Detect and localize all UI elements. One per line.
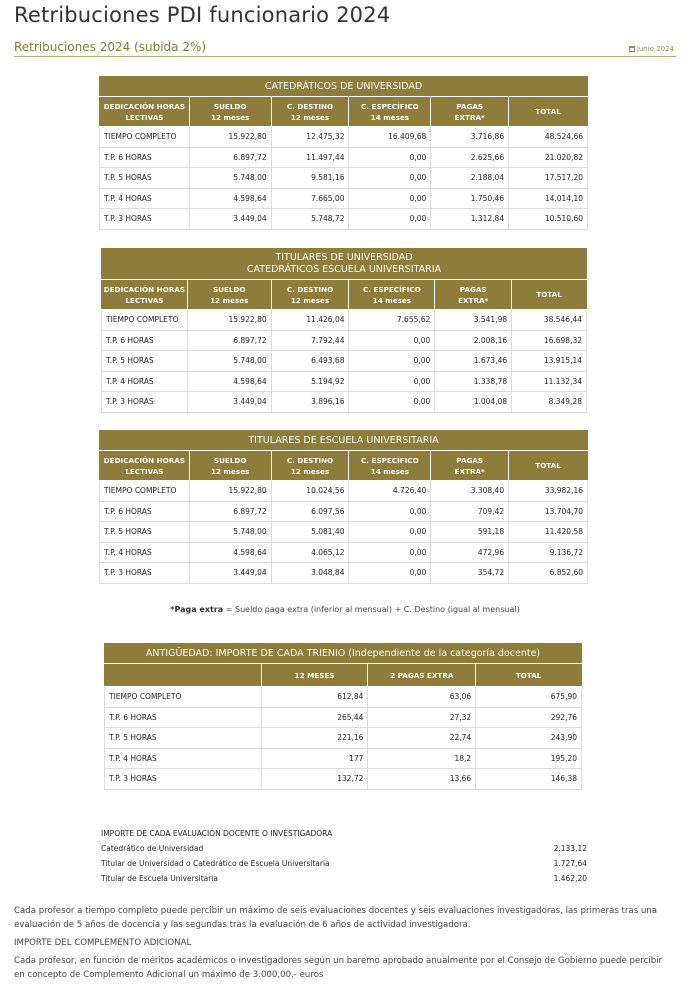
row-label: T.P. 6 HORAS [102, 330, 188, 351]
column-header-line: C. ESPECÍFICO [361, 101, 419, 111]
column-header [189, 97, 271, 127]
caption-line: ANTIGÜEDAD: IMPORTE DE CADA TRIENIO (Independiente de la categoría docente) [145, 647, 541, 659]
cell-value: 4.598,64 [187, 371, 271, 392]
table-row [102, 392, 587, 413]
cell-value: 8.349,28 [512, 392, 587, 413]
column-header [509, 451, 588, 481]
cell-value: 9.581,16 [271, 168, 349, 189]
row-label: T.P. 3 HORAS [100, 563, 190, 584]
column-header-line: SUELDO [213, 455, 247, 465]
table-row [100, 542, 588, 563]
column-header-line: 12 meses [290, 112, 330, 122]
cell-value: 146,38 [476, 769, 582, 790]
column-header-line: PAGAS [456, 101, 484, 111]
row-label: T.P. 3 HORAS [102, 392, 188, 413]
row-label: T.P. 5 HORAS [105, 728, 262, 749]
column-header-line: LECTIVAS [125, 112, 164, 122]
cell-value: 33.982,16 [509, 481, 588, 502]
row-label: T.P. 6 HORAS [100, 501, 190, 522]
cell-value: 5.081,40 [271, 522, 349, 543]
cell-value: 591,18 [431, 522, 509, 543]
cell-value: 0,00 [349, 542, 431, 563]
cell-value: 709,42 [431, 501, 509, 522]
column-header-line: DEDICACIÓN HORAS [103, 455, 186, 465]
cell-value: 4.065,12 [271, 542, 349, 563]
note-bold: *Paga extra [170, 605, 224, 614]
column-header [271, 280, 349, 310]
cell-value: 14.014,10 [509, 188, 588, 209]
column-header [261, 664, 368, 687]
table-row [102, 371, 587, 392]
column-header-line: 12 meses [210, 295, 249, 305]
table-row [105, 687, 582, 708]
evaluacion-label: Catedrático de Universidad [101, 844, 204, 853]
column-header-line: DEDICACIÓN HORAS [103, 101, 186, 111]
cell-value: 11.426,04 [271, 310, 349, 331]
cell-value: 10.024,56 [271, 481, 349, 502]
cell-value: 17.517,20 [509, 168, 588, 189]
table-row [100, 481, 588, 502]
cell-value: 6.493,68 [271, 351, 349, 372]
cell-value: 3.541,98 [435, 310, 512, 331]
evaluacion-label: Titular de Escuela Universitaria [101, 874, 218, 883]
column-header-line: 2 PAGAS EXTRA [390, 670, 454, 680]
row-label: T.P. 5 HORAS [100, 168, 190, 189]
column-header [512, 280, 587, 310]
cell-value: 0,00 [349, 209, 431, 230]
cell-value: 6.852,60 [509, 563, 588, 584]
cell-value: 1.312,84 [431, 209, 509, 230]
row-label: TIEMPO COMPLETO [105, 687, 262, 708]
row-label: TIEMPO COMPLETO [102, 310, 188, 331]
cell-value: 5.748,00 [187, 351, 271, 372]
table-catedraticos [99, 76, 588, 230]
note-text: = Sueldo paga extra (inferior al mensual) + C. Destino (igual al mensual) [223, 605, 520, 614]
table-row [105, 707, 582, 728]
column-header-line: PAGAS [459, 284, 487, 294]
column-header [100, 451, 190, 481]
table-antiguedad [104, 643, 582, 790]
cell-value: 7.665,00 [271, 188, 349, 209]
table-row [100, 209, 588, 230]
cell-value: 6.897,72 [187, 330, 271, 351]
column-header [102, 280, 188, 310]
column-header-line: SUELDO [213, 101, 247, 111]
column-header-line: TOTAL [535, 107, 561, 116]
cell-value: 5.748,72 [271, 209, 349, 230]
heading-complemento: IMPORTE DEL COMPLEMENTO ADICIONAL [14, 938, 192, 948]
row-label: T.P. 5 HORAS [100, 522, 190, 543]
calendar-icon [629, 46, 635, 52]
row-label: T.P. 4 HORAS [102, 371, 188, 392]
cell-value: 4.726,40 [349, 481, 431, 502]
table-titulares-eu [99, 430, 588, 584]
evaluacion-value: 2.133,12 [553, 844, 587, 853]
evaluacion-row [101, 844, 587, 853]
table-row [100, 127, 588, 148]
column-header-line: TOTAL [535, 461, 561, 470]
cell-value: 2.625,66 [431, 147, 509, 168]
column-header-line: 14 meses [372, 295, 412, 305]
cell-value: 13,66 [368, 769, 476, 790]
cell-value: 0,00 [349, 168, 431, 189]
table-row [100, 563, 588, 584]
column-header-line: C. ESPECÍFICO [363, 284, 421, 294]
evaluacion-value: 1.462,20 [553, 874, 587, 883]
cell-value: 472,96 [431, 542, 509, 563]
evaluacion-value: 1.727,64 [553, 859, 587, 868]
row-label: T.P. 6 HORAS [100, 147, 190, 168]
cell-value: 3.449,04 [189, 209, 271, 230]
row-label: T.P. 4 HORAS [105, 748, 262, 769]
cell-value: 1.338,78 [435, 371, 512, 392]
column-header-line: TOTAL [536, 290, 562, 299]
cell-value: 221,16 [261, 728, 368, 749]
table-caption [102, 249, 587, 280]
column-header-line: SUELDO [212, 284, 246, 294]
row-label: T.P. 6 HORAS [105, 707, 262, 728]
column-header [187, 280, 271, 310]
cell-value: 3.048,84 [271, 563, 349, 584]
cell-value: 16.409,68 [349, 127, 431, 148]
column-header-line: 12 meses [290, 466, 330, 476]
cell-value: 0,00 [349, 351, 435, 372]
cell-value: 0,00 [349, 563, 431, 584]
cell-value: 265,44 [261, 707, 368, 728]
cell-value: 612,84 [261, 687, 368, 708]
cell-value: 15.922,80 [187, 310, 271, 331]
column-header-line: 14 meses [370, 112, 410, 122]
evaluacion-title: IMPORTE DE CADA EVALUACIÓN DOCENTE O INVESTIGADORA [101, 829, 333, 838]
column-header [431, 97, 509, 127]
table-row [105, 728, 582, 749]
cell-value: 0,00 [349, 522, 431, 543]
cell-value: 12.475,32 [271, 127, 349, 148]
table-row [100, 147, 588, 168]
caption-line: CATEDRÁTICOS ESCUELA UNIVERSITARIA [246, 264, 442, 275]
cell-value: 292,76 [476, 707, 582, 728]
cell-value: 21.020,82 [509, 147, 588, 168]
caption-line: TITULARES DE ESCUELA UNIVERSITARIA [248, 434, 439, 446]
column-header-line: PAGAS [456, 455, 484, 465]
table-row [105, 748, 582, 769]
column-header-line: 12 meses [211, 466, 250, 476]
cell-value: 243,90 [476, 728, 582, 749]
column-header-line: LECTIVAS [125, 466, 164, 476]
column-header [431, 451, 509, 481]
cell-value: 13.704,70 [509, 501, 588, 522]
cell-value: 6.097,56 [271, 501, 349, 522]
cell-value: 0,00 [349, 188, 431, 209]
column-header [509, 97, 588, 127]
cell-value: 3.896,16 [271, 392, 349, 413]
column-header [349, 97, 431, 127]
cell-value: 16.698,32 [512, 330, 587, 351]
paragraph-evaluaciones: Cada profesor a tiempo completo puede percibir un máximo de seis evaluaciones docentes y seis evaluaciones investigadoras, las primeras tras una evaluación de 5 años de docencia y las segundas tras la evaluación de 6 años de actividad investigadora. [14, 906, 658, 930]
cell-value: 15.922,80 [189, 481, 271, 502]
cell-value: 4.598,64 [189, 542, 271, 563]
cell-value: 354,72 [431, 563, 509, 584]
table-caption [100, 431, 588, 451]
column-header-line: C. ESPECÍFICO [361, 455, 419, 465]
cell-value: 11.497,44 [271, 147, 349, 168]
cell-value: 0,00 [349, 501, 431, 522]
column-header [435, 280, 512, 310]
header-divider [14, 56, 676, 57]
cell-value: 13.915,14 [512, 351, 587, 372]
date-meta [629, 45, 674, 53]
evaluacion-row [101, 874, 587, 883]
cell-value: 4.598,64 [189, 188, 271, 209]
column-header [349, 451, 431, 481]
column-header-line: EXTRA* [454, 112, 485, 122]
cell-value: 5.194,92 [271, 371, 349, 392]
cell-value: 0,00 [349, 147, 431, 168]
cell-value: 10.510,60 [509, 209, 588, 230]
cell-value: 6.897,72 [189, 147, 271, 168]
paga-extra-note [0, 605, 690, 614]
cell-value: 7.792,44 [271, 330, 349, 351]
date-text: junio 2024 [636, 45, 674, 53]
cell-value: 3.449,04 [189, 563, 271, 584]
cell-value: 11.132,34 [512, 371, 587, 392]
row-label: T.P. 4 HORAS [100, 188, 190, 209]
page-title: Retribuciones PDI funcionario 2024 [14, 3, 391, 27]
cell-value: 3.308,40 [431, 481, 509, 502]
row-label: TIEMPO COMPLETO [100, 481, 190, 502]
column-header [368, 664, 476, 687]
table-row [102, 310, 587, 331]
cell-value: 675,90 [476, 687, 582, 708]
table-row [100, 168, 588, 189]
column-header-line: DEDICACIÓN HORAS [103, 284, 186, 294]
row-label: TIEMPO COMPLETO [100, 127, 190, 148]
column-header [271, 97, 349, 127]
table-row [100, 522, 588, 543]
column-header [100, 97, 190, 127]
column-header-line: TOTAL [515, 670, 542, 680]
cell-value: 2.188,04 [431, 168, 509, 189]
cell-value: 3.449,04 [187, 392, 271, 413]
cell-value: 177 [261, 748, 368, 769]
row-label: T.P. 4 HORAS [100, 542, 190, 563]
column-header [189, 451, 271, 481]
cell-value: 132,72 [261, 769, 368, 790]
table-titulares [101, 248, 587, 413]
table-caption [100, 77, 588, 97]
column-header-line: 14 meses [370, 466, 410, 476]
column-header-line: C. DESTINO [286, 101, 334, 111]
column-header-line: LECTIVAS [125, 295, 164, 305]
row-label: T.P. 3 HORAS [105, 769, 262, 790]
column-header-line: EXTRA* [458, 295, 489, 305]
cell-value: 7.655,62 [349, 310, 435, 331]
column-header [271, 451, 349, 481]
cell-value: 9.136,72 [509, 542, 588, 563]
column-header-line: 12 MESES [294, 670, 335, 680]
cell-value: 0,00 [349, 330, 435, 351]
page-subtitle: Retribuciones 2024 (subida 2%) [14, 40, 207, 54]
column-header-line: C. DESTINO [286, 284, 334, 294]
cell-value: 0,00 [349, 392, 435, 413]
column-header-line: 12 meses [211, 112, 250, 122]
paragraph-complemento: Cada profesor, en función de méritos académicos o investigadores según un baremo aprobado anualmente por el Consejo de Gobierno puede percibir en concepto de Complemento Adicional un máximo de 3.000,00.- euros [14, 956, 663, 980]
table-row [105, 769, 582, 790]
cell-value: 3.716,86 [431, 127, 509, 148]
cell-value: 38.546,44 [512, 310, 587, 331]
column-header [105, 664, 262, 687]
cell-value: 6.897,72 [189, 501, 271, 522]
evaluacion-label: Titular de Universidad o Catedrático de Escuela Universitaria [101, 859, 330, 868]
cell-value: 5.748,00 [189, 522, 271, 543]
cell-value: 0,00 [349, 371, 435, 392]
cell-value: 15.922,80 [189, 127, 271, 148]
evaluacion-row [101, 859, 587, 868]
cell-value: 2.008,16 [435, 330, 512, 351]
column-header [476, 664, 582, 687]
table-row [102, 351, 587, 372]
cell-value: 195,20 [476, 748, 582, 769]
cell-value: 48.524,66 [509, 127, 588, 148]
caption-line: CATEDRÁTICOS DE UNIVERSIDAD [264, 80, 423, 92]
table-caption [105, 644, 582, 664]
cell-value: 1.750,46 [431, 188, 509, 209]
cell-value: 27,32 [368, 707, 476, 728]
cell-value: 63,06 [368, 687, 476, 708]
table-row [102, 330, 587, 351]
column-header-line: 12 meses [290, 295, 330, 305]
column-header [349, 280, 435, 310]
cell-value: 18,2 [368, 748, 476, 769]
cell-value: 1.004,08 [435, 392, 512, 413]
table-row [100, 501, 588, 522]
column-header-line: C. DESTINO [286, 455, 334, 465]
row-label: T.P. 5 HORAS [102, 351, 188, 372]
table-row [100, 188, 588, 209]
cell-value: 11.420,58 [509, 522, 588, 543]
cell-value: 22,74 [368, 728, 476, 749]
row-label: T.P. 3 HORAS [100, 209, 190, 230]
column-header-line: EXTRA* [454, 466, 485, 476]
cell-value: 1.673,46 [435, 351, 512, 372]
caption-line: TITULARES DE UNIVERSIDAD [275, 252, 413, 263]
cell-value: 5.748,00 [189, 168, 271, 189]
